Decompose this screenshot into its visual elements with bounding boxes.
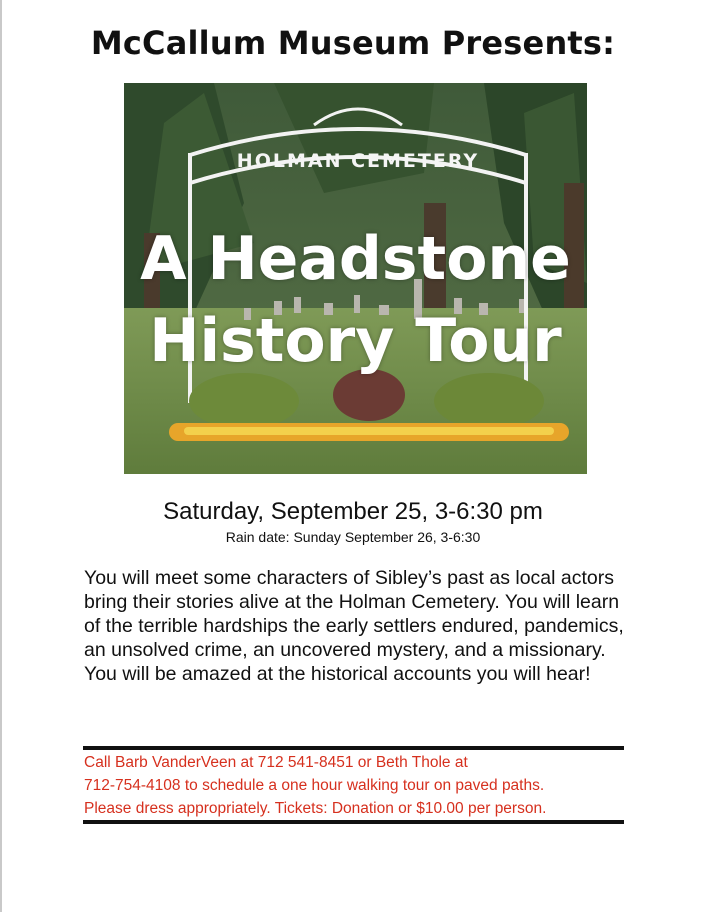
page-title: McCallum Museum Presents: xyxy=(90,24,616,62)
contact-info xyxy=(84,751,629,820)
rain-date: Rain date: Sunday September 26, 3-6:30 xyxy=(225,529,481,545)
contact-line-3: Please dress appropriately. Tickets: Donation or $10.00 per person. xyxy=(84,800,547,817)
page-edge-line xyxy=(0,0,2,912)
divider-top xyxy=(83,746,624,750)
event-description: You will meet some characters of Sibley’s past as local actors bring their stories alive at the Holman Cemetery. You will learn of the terrible hardships the early settlers endured, pandemics, an unsolved crime, an uncovered mystery, and a missionary. You will be amazed at the historical accounts you will hear! xyxy=(84,567,624,685)
headline-line-2: History Tour xyxy=(149,306,562,376)
divider-bottom xyxy=(83,820,624,824)
headline xyxy=(124,218,587,382)
event-date-time: Saturday, September 25, 3-6:30 pm xyxy=(163,498,543,525)
headline-line-1: A Headstone xyxy=(140,224,571,294)
contact-line-2: 712-754-4108 to schedule a one hour walking tour on paved paths. xyxy=(84,777,545,794)
contact-line-1: Call Barb VanderVeen at 712 541-8451 or Beth Thole at xyxy=(84,754,468,771)
arch-sign-text: HOLMAN CEMETERY xyxy=(236,150,480,172)
